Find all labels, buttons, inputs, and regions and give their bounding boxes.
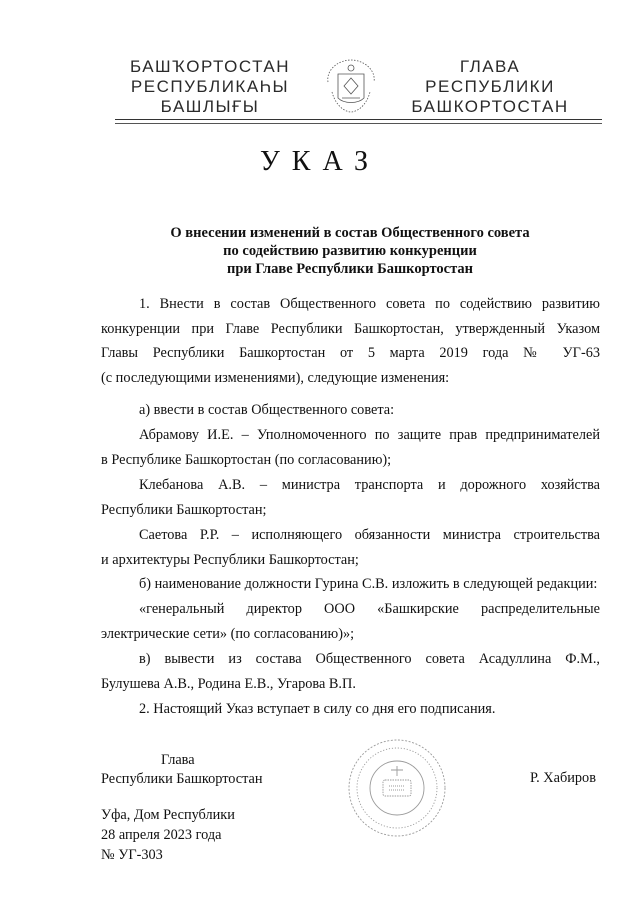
signatory-title [101, 751, 263, 789]
header-divider-thin [115, 123, 602, 124]
header-right-line: ГЛАВА [459, 57, 521, 76]
date-text: 28 апреля 2023 года [101, 827, 222, 843]
paragraph-line: конкуренции при Главе Республики Башкортостан, утвержденный Указом [101, 320, 600, 337]
official-seal-stamp [345, 736, 449, 840]
paragraph-2 [101, 697, 600, 722]
paragraph-abramova [101, 423, 600, 472]
paragraph-v [101, 647, 600, 696]
paragraph-line: а) ввести в состав Общественного совета: [139, 402, 395, 418]
header-right-line: РЕСПУБЛИКИ [425, 77, 555, 96]
place-date-number [101, 805, 235, 865]
header-right-russian [405, 57, 575, 117]
paragraph-klebanov [101, 473, 600, 522]
paragraph-line: Клебанова А.В. – министра транспорта и дорожного хозяйства [139, 477, 600, 493]
paragraph-line: (с последующими изменениями), следующие изменения: [101, 369, 450, 386]
paragraph-line: Булушева А.В., Родина Е.В., Угарова В.П. [101, 675, 356, 692]
paragraph-line: электрические сети» (по согласованию)»; [101, 625, 355, 642]
paragraph-saetov [101, 523, 600, 572]
paragraph-line: в) вывести из состава Общественного совета Асадуллина Ф.М., [139, 651, 600, 667]
document-type-title: УКАЗ [259, 146, 381, 177]
paragraph-a [101, 398, 600, 423]
paragraph-line: и архитектуры Республики Башкортостан; [101, 551, 359, 568]
paragraph-line: Саетова Р.Р. – исполняющего обязанности министра строительства [139, 527, 600, 543]
document-number: № УГ-303 [101, 847, 163, 863]
paragraph-line: Абрамову И.Е. – Уполномоченного по защите прав предпринимателей [139, 427, 600, 443]
paragraph-line: б) наименование должности Гурина С.В. изложить в следующей редакции: [139, 576, 598, 592]
paragraph-line: «генеральный директор ООО «Башкирские распределительные [139, 601, 600, 617]
subject-line: при Главе Республики Башкортостан [227, 261, 473, 277]
paragraph-line: в Республике Башкортостан (по согласованию); [101, 451, 392, 468]
signatory-name: Р. Хабиров [530, 770, 596, 786]
signatory-title-line: Глава [161, 752, 195, 768]
document-subject [100, 224, 600, 278]
subject-line: по содействию развитию конкуренции [223, 243, 477, 259]
paragraph-b [101, 572, 600, 597]
place-text: Уфа, Дом Республики [101, 807, 235, 823]
header-right-line: БАШКОРТОСТАН [411, 97, 569, 116]
coat-of-arms-emblem [318, 52, 384, 118]
paragraph-line: Республики Башкортостан; [101, 501, 267, 518]
header-divider-thick [115, 119, 602, 120]
subject-line: О внесении изменений в состав Общественного совета [170, 225, 530, 241]
paragraph-new-title [101, 597, 600, 646]
paragraph-line: Главы Республики Башкортостан от 5 марта 2019 года № УГ-63 [101, 345, 600, 361]
header-left-line: РЕСПУБЛИКАҺЫ [130, 77, 290, 96]
header-left-line: БАШҠОРТОСТАН [129, 57, 291, 76]
header-left-line: БАШЛЫҒЫ [160, 97, 260, 116]
paragraph-line: 2. Настоящий Указ вступает в силу со дня его подписания. [139, 701, 496, 717]
paragraph-1 [101, 292, 600, 390]
header-left-bashkir [95, 57, 325, 117]
signatory-title-line: Республики Башкортостан [101, 771, 263, 787]
paragraph-line: 1. Внести в состав Общественного совета по содействию развитию [139, 296, 600, 312]
